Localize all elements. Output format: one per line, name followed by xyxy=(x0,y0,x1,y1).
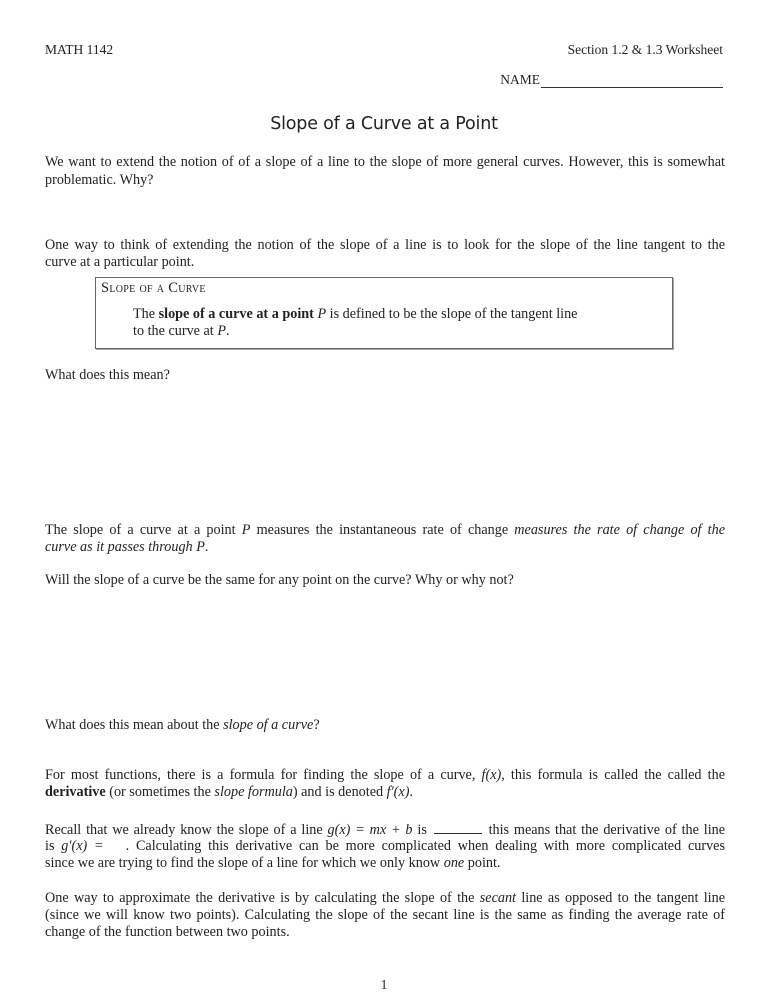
rate-italic-2: curve as it passes through xyxy=(45,539,197,555)
secant-word: secant xyxy=(479,890,516,906)
secant-line-1 xyxy=(45,890,725,907)
derivative-line-1 xyxy=(45,767,725,784)
question-meaning: What does this mean? xyxy=(45,367,170,383)
section-label: Section 1.2 & 1.3 Worksheet xyxy=(567,42,723,57)
recall-one: one xyxy=(443,855,465,871)
slope-answer-blank[interactable] xyxy=(434,821,482,834)
def-text-mid: is defined to be the slope of the tangent line xyxy=(326,306,578,322)
definition-title: Slope of a Curve xyxy=(101,280,206,296)
deriv-text-2: (or sometimes the xyxy=(105,784,215,800)
tangent-line-1: One way to think of extending the notion of the slope of a line is to look for the slope of the line tangent to the xyxy=(45,237,725,253)
deriv-text-post: , this formula is called the called the xyxy=(501,767,725,783)
recall-line-1 xyxy=(45,821,725,839)
recall-post: this means that the derivative of the line xyxy=(488,822,726,838)
rate-line-2 xyxy=(45,539,725,556)
secant-line-3: change of the function between two points. xyxy=(45,924,290,940)
intro-line-1: We want to extend the notion of of a slope of a line to the slope of more general curves. However, this is somewhat xyxy=(45,154,725,170)
rate-text: The slope of a curve at a point xyxy=(45,522,242,538)
recall-end: point. xyxy=(464,855,501,871)
deriv-text-3: ) and is denoted xyxy=(292,784,387,800)
recall-text: Recall that we already know the slope of a line xyxy=(45,822,328,838)
recall-post-2: . Calculating this derivative can be more complicated when dealing with more complicated curves xyxy=(125,838,726,854)
def-var-p: P xyxy=(317,306,327,322)
definition-body xyxy=(133,306,633,340)
deriv-fx: f(x) xyxy=(481,767,502,783)
secant-line-2: (since we will know two points). Calculating the slope of the secant line is the same as finding the average rate of xyxy=(45,907,725,923)
derivative-line-2 xyxy=(45,784,725,801)
recall-gprime: g′(x) = xyxy=(61,838,104,854)
recall-line-3 xyxy=(45,855,725,872)
recall-is-2: is xyxy=(45,838,62,854)
recall-line-2 xyxy=(45,838,725,855)
deriv-slope-formula: slope formula xyxy=(214,784,293,800)
rate-end: . xyxy=(204,539,209,555)
definition-line-2 xyxy=(133,323,633,340)
course-label: MATH 1142 xyxy=(45,42,114,57)
def-end: . xyxy=(225,323,230,339)
deriv-term: derivative xyxy=(45,784,106,800)
q3-pre: What does this mean about the xyxy=(45,717,224,733)
definition-box xyxy=(95,277,673,349)
def-text-2: to the curve at xyxy=(133,323,218,339)
rate-var-p: P xyxy=(241,522,251,538)
rate-text-mid: measures the instantaneous rate of change xyxy=(250,522,515,538)
definition-line-1 xyxy=(133,306,633,323)
def-var-p2: P xyxy=(217,323,226,339)
name-blank-line[interactable] xyxy=(541,73,723,88)
intro-line-2: problematic. Why? xyxy=(45,172,154,188)
question-same-slope: Will the slope of a curve be the same for any point on the curve? Why or why not? xyxy=(45,572,514,588)
def-text: The xyxy=(133,306,159,322)
recall-is: is xyxy=(412,822,427,838)
name-label: NAME xyxy=(500,72,540,87)
secant-text: One way to approximate the derivative is by calculating the slope of the xyxy=(45,890,480,906)
q3-italic: slope of a curve xyxy=(223,717,314,733)
secant-post: line as opposed to the tangent line xyxy=(516,890,726,906)
def-term: slope of a curve at a point xyxy=(158,306,314,322)
deriv-end: . xyxy=(409,784,413,800)
tangent-line-2: curve at a particular point. xyxy=(45,254,195,270)
rate-var-p2: P xyxy=(196,539,205,555)
question-slope-meaning xyxy=(45,717,725,734)
name-field[interactable] xyxy=(500,72,723,88)
deriv-text: For most functions, there is a formula for finding the slope of a curve, xyxy=(45,767,482,783)
page-number: 1 xyxy=(380,977,388,992)
q3-post: ? xyxy=(313,717,320,733)
rate-italic: measures the rate of change of the xyxy=(514,522,725,538)
rate-line-1 xyxy=(45,522,725,539)
deriv-fprime: f′(x) xyxy=(386,784,410,800)
recall-gx: g(x) = mx + b xyxy=(327,822,413,838)
page-title: Slope of a Curve at a Point xyxy=(270,114,498,134)
recall-text-3: since we are trying to find the slope of a line for which we only know xyxy=(45,855,444,871)
